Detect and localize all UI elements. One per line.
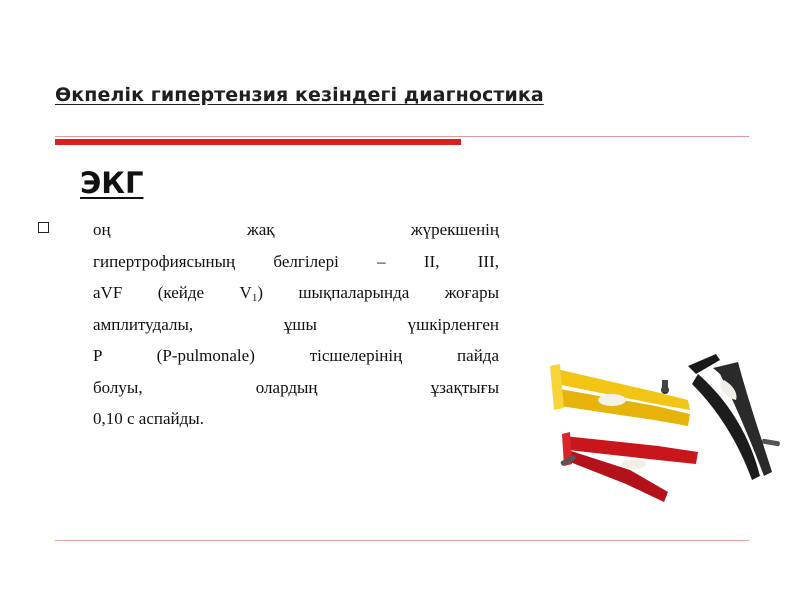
body-line-part: ) шықпаларында жоғары: [257, 283, 499, 302]
body-line: амплитудалы, ұшы үшкірленген: [93, 314, 499, 334]
bottom-divider-line: [55, 540, 749, 541]
body-line: гипертрофиясының белгілері – II, III,: [93, 251, 499, 271]
red-clip-icon: [560, 432, 698, 502]
body-line: болуы, олардың ұзақтығы: [93, 377, 499, 397]
black-clip-icon: [688, 354, 780, 480]
top-divider-line: [55, 136, 749, 137]
bullet-square-icon: [38, 222, 49, 233]
ecg-electrode-clips-icon: [538, 340, 788, 530]
subscript: 1: [251, 292, 258, 304]
body-line: [93, 277, 499, 309]
yellow-clip-icon: [550, 364, 690, 426]
body-line: оң жақ жүрекшенің: [93, 220, 499, 239]
bullet-text: [93, 214, 499, 435]
body-line-part: aVF (кейде V: [93, 283, 252, 302]
body-line: P (P-pulmonale) тісшелерінің пайда: [93, 346, 499, 365]
accent-bar: [55, 139, 461, 145]
slide-title: Өкпелік гипертензия кезіндегі диагностика: [55, 84, 544, 106]
section-heading: ЭКГ: [80, 166, 144, 200]
body-line: 0,10 с аспайды.: [93, 409, 204, 428]
